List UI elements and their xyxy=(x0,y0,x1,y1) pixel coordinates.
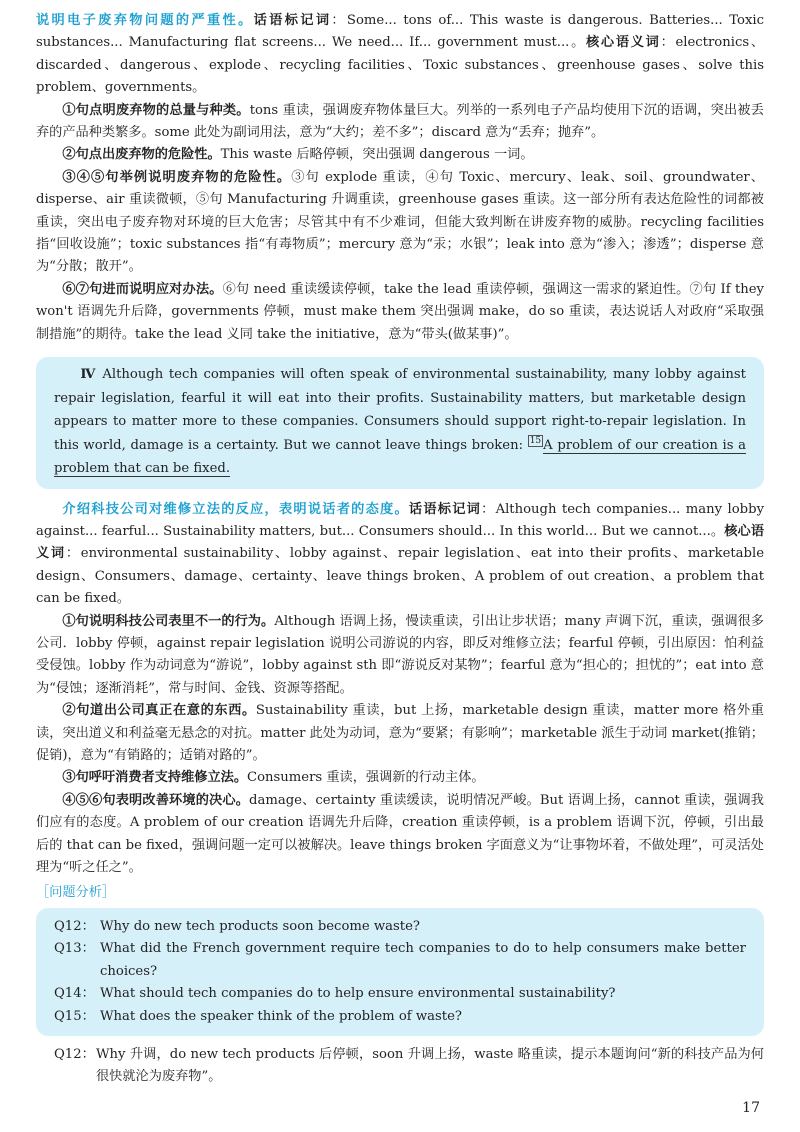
summary-paragraph-2 xyxy=(36,499,764,611)
question-item xyxy=(54,938,746,983)
discourse-markers-text: ：Some... tons of... This waste is dangerous. Batteries... Toxic substances... Manufacturing flat screens... We need... If... government must...。 xyxy=(36,13,765,51)
analysis-item-text: Consumers 重读，强调新的行动主体。 xyxy=(247,770,485,786)
question-analysis-label: ［问题分析］ xyxy=(36,884,116,900)
core-words-label: 核心语义词 xyxy=(36,524,765,562)
analysis-item xyxy=(36,167,764,279)
analysis-item xyxy=(36,767,764,789)
analysis-item-heading: ③句呼吁消费者支持维修立法。 xyxy=(62,770,248,786)
analysis-item-text: tons 重读，强调废弃物体量巨大。列举的一系列电子产品均使用下沉的语调，突出被丢弃的产品种类繁多。some 此处为副词用法，意为“大约；差不多”；discard 意为“丢弃；抛弃”。 xyxy=(36,102,764,141)
analysis-item-text: Although 语调上扬，慢读重读，引出让步状语；many 声调下沉，重读，强调很多公司．lobby 停顿，against repair legislation 说明公司游说的内容，即反对维修立法；fearful 停顿，引出原因：怕利益受侵蚀。lobby 作为动词意为“游说”，lobby against sth 即“游说反对某物”；fearful 意为“担心的；担忧的”；eat into 意为“侵蚀；逐渐消耗”，常与时间、金钱、资源等搭配。 xyxy=(36,613,764,696)
analysis-item xyxy=(36,100,764,145)
analysis-item-heading: ③④⑤句举例说明废弃物的危险性。 xyxy=(62,169,292,185)
analysis-item-text: damage、certainty 重读缓读，说明情况严峻。But 语调上扬，cannot 重读，强调我们应有的态度。A problem of our creation 语调先升后降，creation 重读停顿，is a problem 语调下沉，停顿，引出最后的 that can be fixed，强调问题一定可以被解决。leave things broken 字面意义为“让事物坏着，不做处理”，可灵活处理为“听之任之”。 xyxy=(36,792,764,876)
analysis-item xyxy=(36,700,764,767)
discourse-markers-label: 话语标记词 xyxy=(253,13,332,28)
question-text: What should tech companies do to help ensure environmental sustainability? xyxy=(100,986,616,1002)
underlined-sentence: A problem of our creation is a problem that can be fixed. xyxy=(54,437,746,477)
question-number: Q12： xyxy=(54,918,95,934)
core-words-label: 核心语义词 xyxy=(586,35,661,51)
question-item xyxy=(54,1006,746,1028)
analysis-item-text: Sustainability 重读，but 上扬，marketable design 重读，matter more 格外重读，突出道义和利益毫无悬念的对抗。matter 此处为动词，意为“要紧；有影响”；marketable 派生于动词 market(推销；促销)，意为“有销路的；适销对路的”。 xyxy=(36,703,764,764)
analysis-item-heading: ②句点出废弃物的危险性。 xyxy=(62,147,221,163)
analysis-item-text: ③句 explode 重读，④句 Toxic、mercury、leak、soil、groundwater、disperse、air 重读微顿，⑤句 Manufacturing 升调重读，greenhouse gases 重读。这一部分所有表达危险性的词都被重读，突出电子废弃物对环境的巨大危害；尽管其中有不少难词，但能大致判断在讲废弃物的威胁。recycling facilities 指“回收设施”；toxic substances 指“有毒物质”；mercury 意为“汞；水银”；leak into 意为“渗入；渗透”；disperse 意为“分散；散开”。 xyxy=(36,169,764,275)
analysis-item-heading: ①句点明废弃物的总量与种类。 xyxy=(62,102,250,118)
questions-box xyxy=(36,908,764,1036)
analysis-item xyxy=(36,790,764,880)
passage-box xyxy=(36,357,764,489)
analysis-item xyxy=(36,144,764,166)
analysis-item xyxy=(36,611,764,701)
core-words-text: ：electronics、discarded、dangerous、explode、recycling facilities、Toxic substances、greenhouse gases、solve this problem、governments。 xyxy=(36,35,765,96)
summary-paragraph-1 xyxy=(36,10,764,100)
discourse-markers-text: ：Although tech companies... many lobby against... fearful... Sustainability matters, but... Consumers should... In this world... But we cannot...。 xyxy=(36,501,765,539)
page-number: 17 xyxy=(742,1100,760,1116)
question-text: What does the speaker think of the problem of waste? xyxy=(100,1008,462,1024)
analysis-item-heading: ⑥⑦句进而说明应对办法。 xyxy=(62,281,223,297)
answer-text: Why 升调，do new tech products 后停顿，soon 升调上扬，waste 略重读，提示本题询问“新的科技产品为何很快就沦为废弃物”。 xyxy=(96,1046,764,1085)
sentence-number-marker: 15 xyxy=(529,436,542,447)
core-words-text: ：environmental sustainability、lobby against、repair legislation、eat into their profits、marketable design、Consumers、damage、certainty、leave things broken、A problem of out creation、a problem that can be fixed。 xyxy=(36,546,765,607)
analysis-item-text: ⑥句 need 重读缓读停顿，take the lead 重读停顿，强调这一需求的紧迫性。⑦句 If they won't 语调先升后降，governments 停顿，must make them 突出强调 make，do so 重读，表达说话人对政府“采取强制措施”的期待。take the lead 义同 take the initiative，意为“带头(做某事)”。 xyxy=(36,281,765,342)
question-number: Q13： xyxy=(54,941,95,957)
analysis-item-text: This waste 后略停顿，突出强调 dangerous 一词。 xyxy=(220,147,534,163)
question-text: What did the French government require tech companies to do to help consumers make better choices? xyxy=(100,941,746,979)
analysis-item-heading: ②句道出公司真正在意的东西。 xyxy=(62,703,256,719)
section-heading: 介绍科技公司对维修立法的反应，表明说话者的态度。 xyxy=(62,501,409,517)
analysis-item xyxy=(36,279,764,346)
passage-text xyxy=(54,363,746,481)
question-number: Q14： xyxy=(54,986,95,1002)
question-item xyxy=(54,983,746,1005)
page-content xyxy=(36,10,764,1089)
section-heading: 说明电子废弃物问题的严重性。 xyxy=(36,13,254,28)
passage-body: Although tech companies will often speak of environmental sustainability, many lobby against repair legislation, fearful it will eat into their profits. Sustainability matters, but marketable design appears to matter more to these companies. Consumers should support right-to-repair legislation. In this world, damage is a certainty. But we cannot leave things broken: xyxy=(54,367,746,453)
answer-analysis xyxy=(36,1044,764,1089)
analysis-item-heading: ④⑤⑥句表明改善环境的决心。 xyxy=(62,792,250,808)
question-item xyxy=(54,916,746,938)
question-number: Q15： xyxy=(54,1008,95,1024)
question-text: Why do new tech products soon become waste? xyxy=(100,918,420,934)
discourse-markers-label: 话语标记词 xyxy=(408,501,482,517)
answer-question-number: Q12： xyxy=(54,1046,95,1062)
analysis-item-heading: ①句说明科技公司表里不一的行为。 xyxy=(62,613,275,629)
passage-roman-numeral: Ⅳ xyxy=(80,367,97,383)
